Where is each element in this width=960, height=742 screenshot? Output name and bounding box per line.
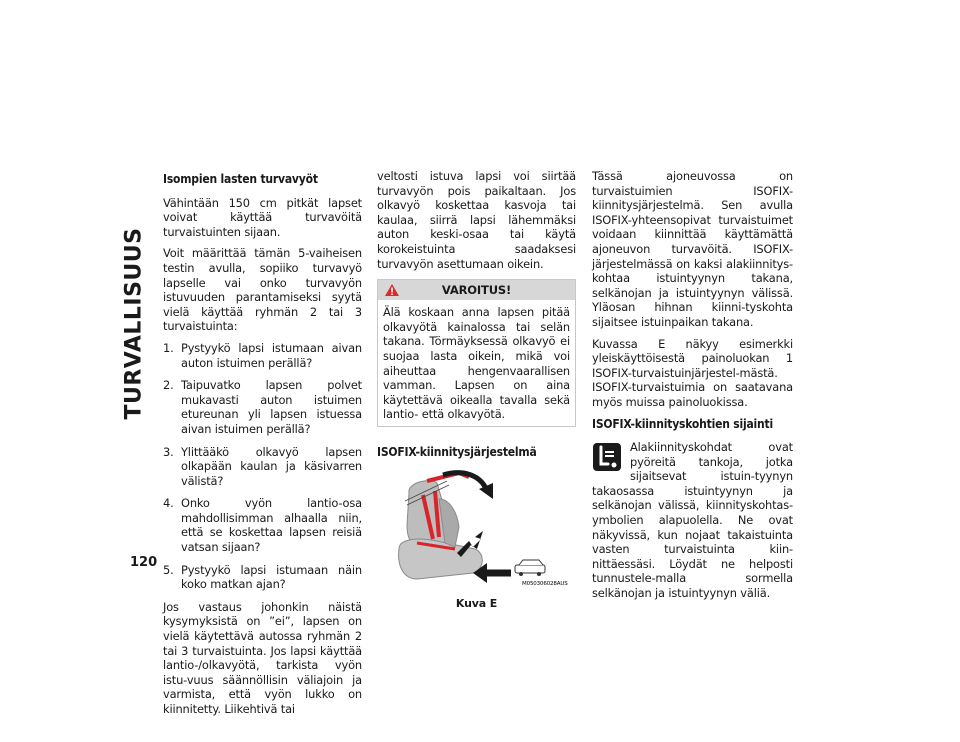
heading-older-children-belts: Isompien lasten turvavyöt — [163, 172, 318, 186]
paragraph: Tässä ajoneuvossa on turvaistuimien ISOFIX-kiinnitysjärjestelmä. Sen avulla ISOFIX-yhteensopivat turvaistuimet voidaan kiinnittää käyttämättä ajoneuvon turvavöitä. ISOFIX-järjestelmässä on kaksi alakiinnitys-kohtaa istuintyynyn takana, selkänojan ja istuintyynyn välissä. Yläosan hihnan kiinni-tyskohta sijaitsee istuinpaikan takana. — [592, 169, 793, 329]
list-item: 2. Taipuvatko lapsen polvet mukavasti auton istuimen etureunan yli lapsen istuessa aivan istuimen perällä? — [163, 378, 362, 436]
heading-isofix-anchor-location: ISOFIX-kiinnityskohtien sijainti — [592, 416, 773, 431]
paragraph: Alakiinnityskohdat ovat pyöreitä tankoja, jotka sijaitsevat istuin-tyynyn takaosassa istuintyynyn ja selkänojan välissä, kiinnityskohtas-ymbolien alapuolella. Ne ovat näkyvissä, kun nojaat takaistuinta vasten turvaistuinta kiin-nittäessäsi. Löydät ne helposti tunnustele-malla sormella selkänojan ja istuintyynyn väliä. — [592, 440, 793, 601]
warning-triangle-icon — [384, 283, 400, 297]
section-side-label — [121, 168, 147, 478]
child-seat-illustration — [377, 469, 576, 589]
paragraph: veltosti istuva lapsi voi siirtää turvavyön pois paikaltaan. Jos olkavyö koskettaa kasvoja tai kaulaa, siirrä lapsi lähemmäksi auton keski-osaa tai käytä korokeistuinta saadaksesi turvavyön asettumaan oikein. — [377, 169, 576, 271]
vehicle-silhouette-icon — [515, 560, 545, 576]
test-steps-list — [163, 341, 362, 592]
isofix-anchor-section — [592, 440, 793, 608]
paragraph: Vähintään 150 cm pitkät lapset voivat käyttää turvavöitä turvaistuinten sijaan. — [163, 195, 362, 239]
isofix-child-seat-figure — [377, 469, 576, 589]
paragraph: Jos vastaus johonkin näistä kysymyksistä on ”ei”, lapsen on vielä käytettävä autossa ryhmän 2 tai 3 turvaistuinta. Jos lapsi käyttää lantio-/olkavyötä, tarkista vyön istu-vuus säännöllisin väliajoin ja varmista, että vyön lukko on kiinnitetty. Liikehtivä tai — [163, 599, 362, 716]
warning-box — [377, 279, 576, 427]
column-2 — [377, 169, 576, 611]
isofix-symbol-icon — [592, 442, 622, 472]
warning-text: Älä koskaan anna lapsen pitää olkavyötä kainalossa tai selän takana. Törmäyksessä olkavyö ei suojaa lasta oikein, mikä voi aiheuttaa hengenvaarallisen vamman. Lapsen on aina käytettävä oikealla tavalla sekä lantio- että olkavyötä. — [383, 305, 570, 422]
list-item: 4. Onko vyön lantio-osa mahdollisimman alhaalla niin, että se koskettaa lapsen reisiä vatsan sijaan? — [163, 496, 362, 555]
warning-title: VAROITUS! — [441, 282, 512, 297]
paragraph: Kuvassa E näkyy esimerkki yleiskäyttöisestä painoluokan 1 ISOFIX-turvaistuinjärjestel-mästä. ISOFIX-turvaistuimia on saatavana myös muissa painoluokissa. — [592, 336, 793, 409]
page-number: 120 — [130, 555, 158, 570]
column-3 — [592, 169, 793, 608]
list-item: 3. Ylittääkö olkavyö lapsen olkapään kaulan ja käsivarren välistä? — [163, 444, 362, 488]
paragraph: Voit määrittää tämän 5-vaiheisen testin avulla, sopiiko turvavyö lapselle vai onko turvavyön istuvuuden parantamiseksi syytä vielä käyttää ryhmän 2 tai 3 turvaistuinta: — [163, 246, 362, 334]
warning-header — [378, 280, 575, 300]
heading-isofix-system: ISOFIX-kiinnitysjärjestelmä — [377, 444, 537, 459]
list-item: 5. Pystyykö lapsi istumaan näin koko matkan ajan? — [163, 562, 362, 592]
list-item: 1. Pystyykö lapsi istumaan aivan auton istuimen perällä? — [163, 340, 362, 370]
figure-caption: Kuva E — [455, 596, 498, 610]
figure-code: M050306028AUS — [522, 580, 568, 587]
section-title: TURVALLISUUS — [121, 226, 147, 420]
column-1 — [163, 172, 362, 724]
